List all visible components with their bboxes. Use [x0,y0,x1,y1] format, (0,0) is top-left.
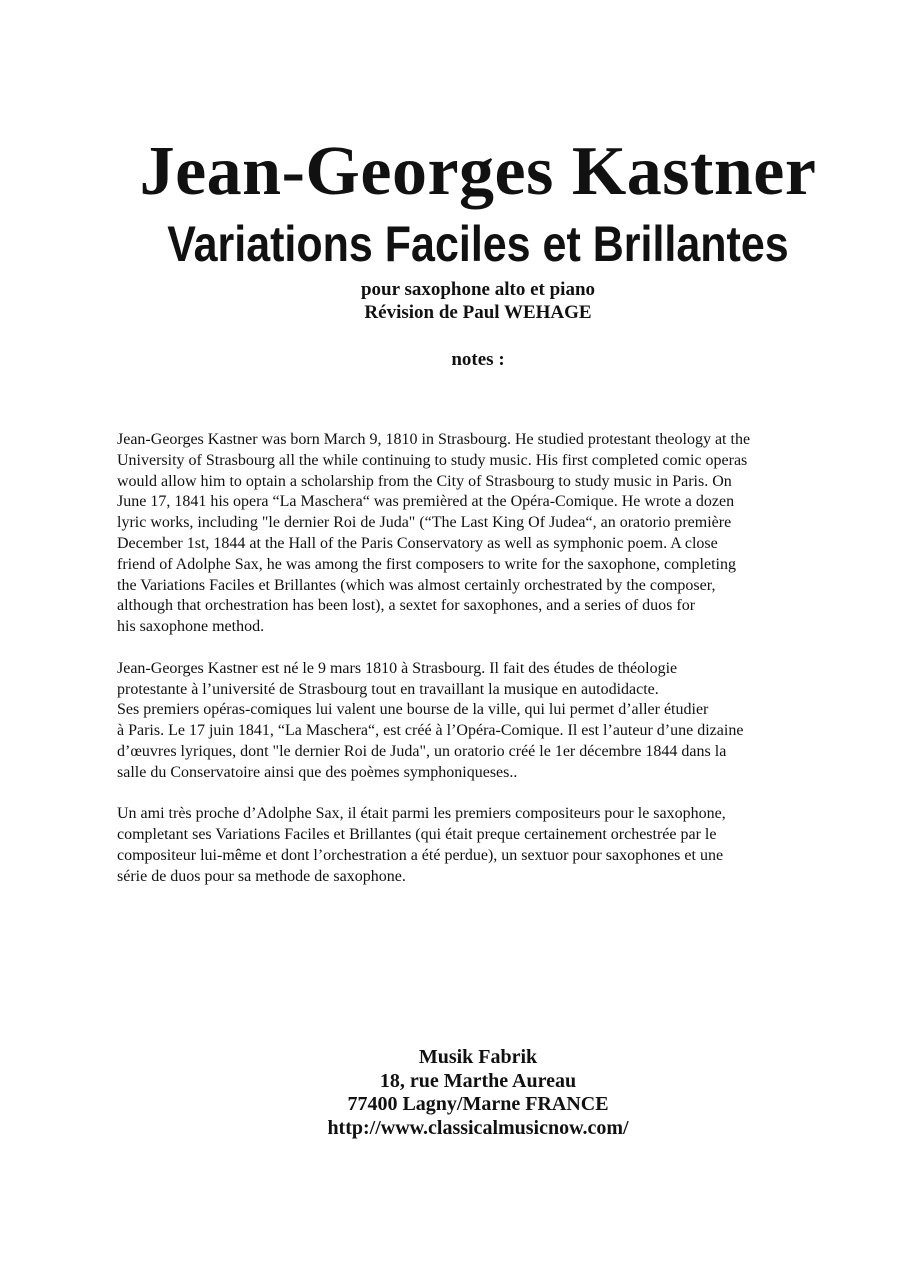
text-line: Jean-Georges Kastner was born March 9, 1810 in Strasbourg. He studied protestant theology at the [117,431,751,448]
paragraph-french-2 [117,804,852,887]
publisher-address [28,1046,900,1140]
text-line: the Variations Faciles et Brillantes (which was almost certainly orchestrated by the composer, [117,576,716,594]
text-line: completant ses Variations Faciles et Brillantes (qui était preque certainement orchestrée par le [117,826,717,844]
composer-name: Jean-Georges Kastner [139,133,817,210]
text-line: salle du Conservatoire ainsi que des poèmes symphoniqueses.. [117,763,518,781]
publisher-name: Musik Fabrik [418,1046,538,1068]
publisher-url: http://www.classicalmusicnow.com/ [327,1116,629,1139]
text-line: University of Strasbourg all the while continuing to study music. His first completed comic operas [117,451,748,469]
text-line: d’œuvres lyriques, dont "le dernier Roi de Juda", un oratorio créé le 1er décembre 1844 dans la [117,742,727,760]
paragraph-english [117,430,852,638]
instrumentation-line: pour saxophone alto et piano [360,279,596,300]
text-line: his saxophone method. [117,618,265,636]
work-title: Variations Faciles et Brillantes [167,216,789,272]
text-line: would allow him to optain a scholarship from the City of Strasbourg to study music in Paris. On [117,472,732,490]
notes-label: notes : [451,349,505,370]
text-line: compositeur lui-même et dont l’orchestration a été perdue), un sextuor pour saxophones et une [117,846,724,864]
address-street: 18, rue Marthe Aureau [379,1069,577,1092]
revision-line: Révision de Paul WEHAGE [364,302,592,323]
text-line: friend of Adolphe Sax, he was among the first composers to write for the saxophone, completing [117,555,736,573]
text-line: December 1st, 1844 at the Hall of the Paris Conservatory as well as symphonic poem. A close [117,534,718,552]
notes-body [117,430,852,908]
text-line: although that orchestration has been lost), a sextet for saxophones, and a series of duos for [117,597,696,615]
text-line: série de duos pour sa methode de saxophone. [117,867,406,885]
text-line: lyric works, including "le dernier Roi de Juda" (“The Last King Of Judea“, an oratorio première [117,514,732,532]
text-line: à Paris. Le 17 juin 1841, “La Maschera“, est créé à l’Opéra-Comique. Il est l’auteur d’une dizaine [117,722,744,740]
text-line: Ses premiers opéras-comiques lui valent une bourse de la ville, qui lui permet d’aller étudier [117,701,709,719]
text-line: Un ami très proche d’Adolphe Sax, il était parmi les premiers compositeurs pour le saxophone, [117,805,726,823]
paragraph-french-1 [117,659,852,784]
text-line: protestante à l’université de Strasbourg tout en travaillant la musique en autodidacte. [117,680,659,698]
text-line: June 17, 1841 his opera “La Maschera“ was premièred at the Opéra-Comique. He wrote a dozen [117,493,735,511]
text-line: Jean-Georges Kastner est né le 9 mars 1810 à Strasbourg. Il fait des études de théologie [117,659,678,677]
address-city: 77400 Lagny/Marne FRANCE [347,1093,609,1115]
